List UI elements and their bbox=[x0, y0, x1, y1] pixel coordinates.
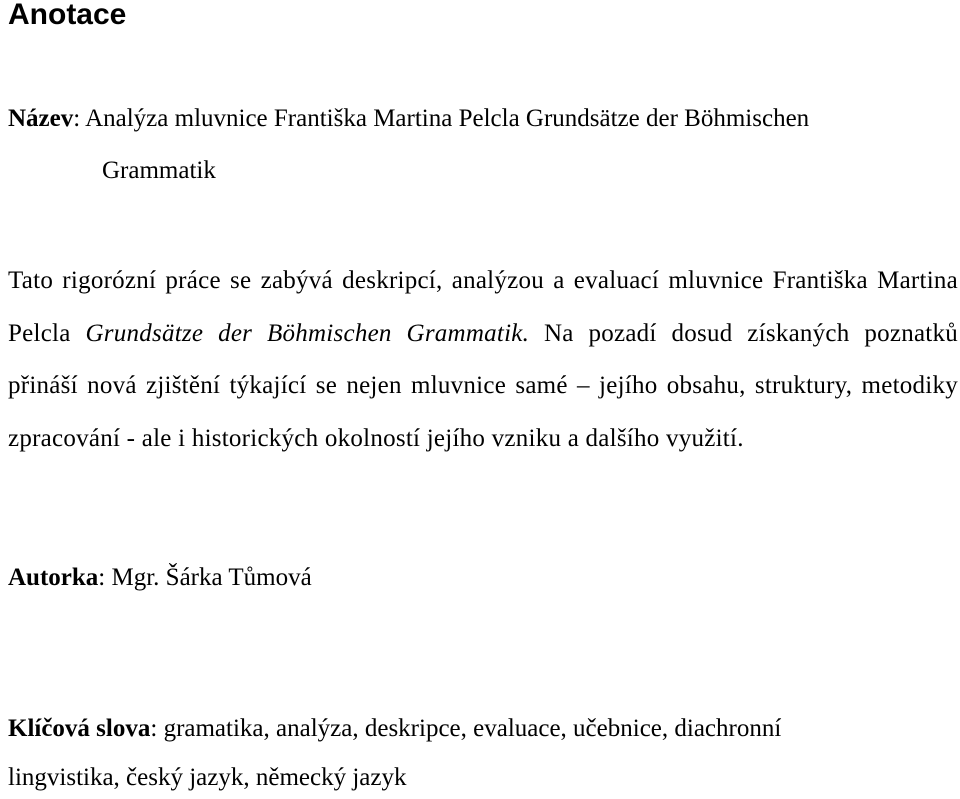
keywords-field-value-continued: lingvistika, český jazyk, německý jazyk bbox=[8, 764, 407, 791]
keywords-field-label: Klíčová slova bbox=[8, 715, 151, 742]
title-field-separator: : bbox=[73, 105, 81, 132]
keywords-field bbox=[8, 714, 781, 744]
keywords-field-value: gramatika, analýza, deskripce, evaluace, učebnice, diachronní bbox=[163, 715, 782, 742]
abstract-text-end: Na pozadí dosud získaných poznatků přináší nová zjištění týkající se nejen mluvnice samé – jejího obsahu, struktury, metodiky zpracování - ale i historických okolností jejího vzniku a dalšího využití. bbox=[8, 319, 958, 452]
author-field-separator: : bbox=[98, 564, 106, 591]
section-heading: Anotace bbox=[8, 0, 127, 31]
keywords-field-separator: : bbox=[150, 715, 158, 742]
author-field-label: Autorka bbox=[8, 564, 99, 591]
author-field bbox=[8, 563, 312, 593]
title-field-value-continued: Grammatik bbox=[102, 157, 216, 184]
title-field-value: Analýza mluvnice Františka Martina Pelcla Grundsätze der Böhmischen bbox=[85, 105, 810, 132]
author-field-value: Mgr. Šárka Tůmová bbox=[111, 564, 312, 591]
abstract-work-title: Grundsätze der Böhmischen Grammatik. bbox=[85, 319, 530, 347]
abstract-text-start: Tato rigorózní práce se zabývá deskripcí, analýzou a evaluací mluvnice Františka Martina Pelcla bbox=[8, 267, 958, 347]
abstract-paragraph bbox=[8, 255, 958, 465]
title-field-label: Název bbox=[8, 105, 74, 132]
title-field bbox=[8, 104, 809, 134]
